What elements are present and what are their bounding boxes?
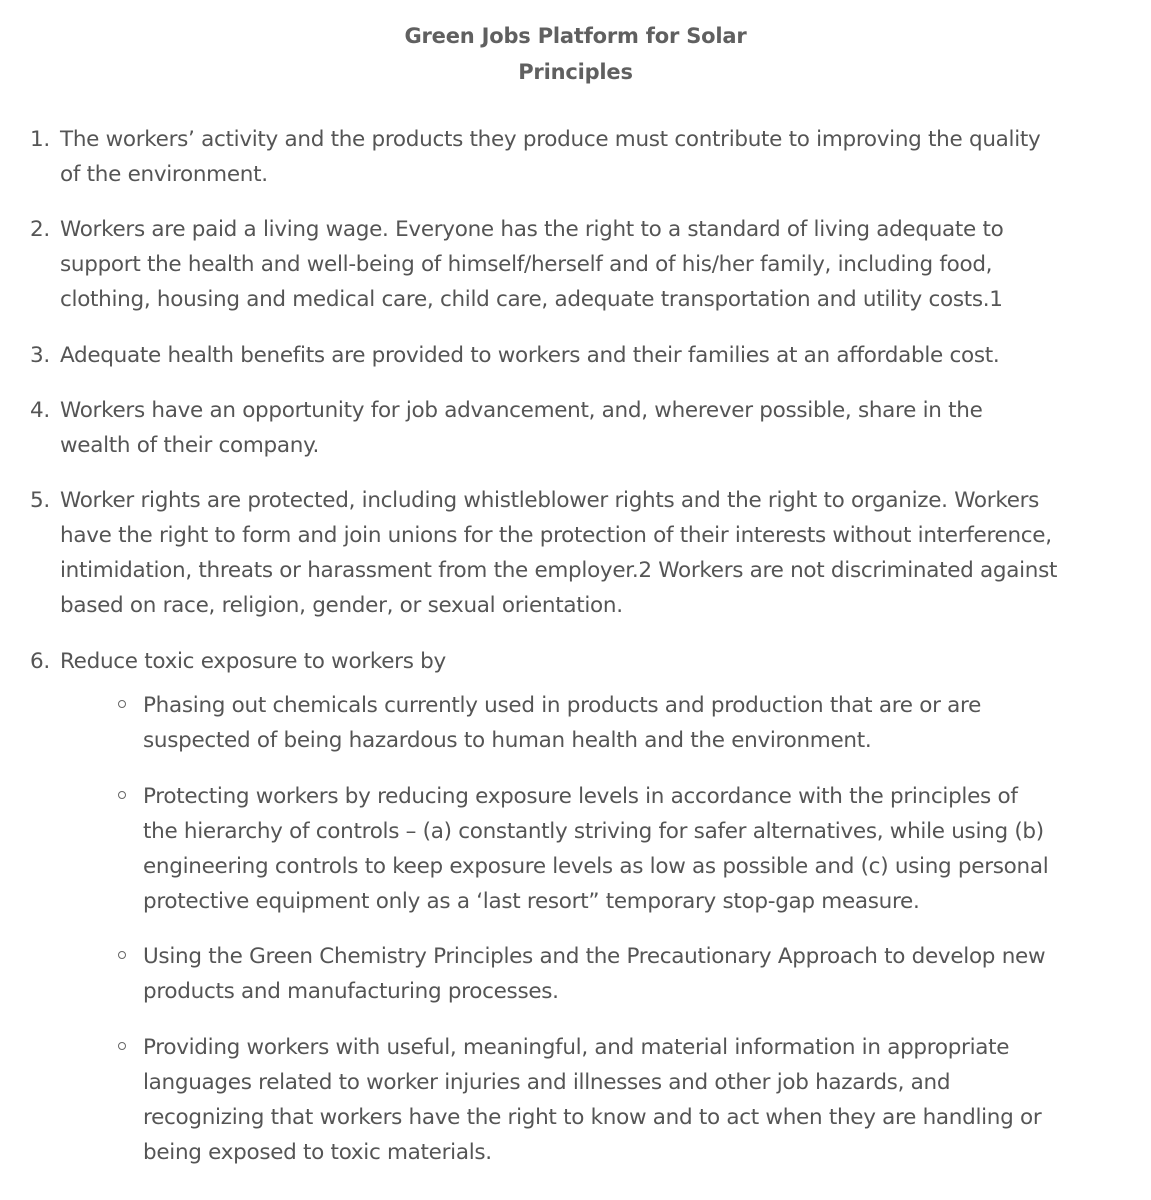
text-line: Phasing out chemicals currently used in products and production that are or are	[143, 693, 982, 718]
subitem-text	[143, 688, 1143, 758]
principle-number: 2.	[30, 217, 50, 242]
principle-text	[60, 212, 1130, 317]
text-line: of the environment.	[60, 162, 268, 187]
subitem-text	[143, 939, 1143, 1009]
text-line: support the health and well-being of himself/herself and of his/her family, including food,	[60, 252, 993, 277]
text-line: recognizing that workers have the right to know and to act when they are handling or	[143, 1105, 1042, 1130]
text-line: Using the Green Chemistry Principles and the Precautionary Approach to develop new	[143, 944, 1046, 969]
text-line: The workers’ activity and the products they produce must contribute to improving the quality	[60, 127, 1041, 152]
hollow-circle-bullet-icon	[118, 791, 126, 799]
text-line: suspected of being hazardous to human health and the environment.	[143, 728, 872, 753]
principle-text	[60, 393, 1130, 463]
text-line: the hierarchy of controls – (a) constantly striving for safer alternatives, while using (b)	[143, 819, 1044, 844]
principle-number: 6.	[30, 649, 50, 674]
text-line: Workers are paid a living wage. Everyone has the right to a standard of living adequate to	[60, 217, 1004, 242]
principle-text	[60, 338, 1130, 373]
text-line: Workers have an opportunity for job advancement, and, wherever possible, share in the	[60, 398, 983, 423]
subitem-text	[143, 779, 1143, 919]
principle-number: 3.	[30, 343, 50, 368]
text-line: Providing workers with useful, meaningful, and material information in appropriate	[143, 1035, 1010, 1060]
principle-number: 5.	[30, 488, 50, 513]
subitem-text	[143, 1030, 1143, 1170]
text-line: languages related to worker injuries and illnesses and other job hazards, and	[143, 1070, 951, 1095]
hollow-circle-bullet-icon	[118, 951, 126, 959]
text-line: intimidation, threats or harassment from the employer.2 Workers are not discriminated against	[60, 558, 1058, 583]
hollow-circle-bullet-icon	[118, 1042, 126, 1050]
text-line: based on race, religion, gender, or sexual orientation.	[60, 593, 623, 618]
text-line: engineering controls to keep exposure levels as low as possible and (c) using personal	[143, 854, 1049, 879]
text-line: products and manufacturing processes.	[143, 979, 559, 1004]
text-line: wealth of their company.	[60, 433, 319, 458]
principle-text	[60, 644, 1130, 679]
text-line: Protecting workers by reducing exposure levels in accordance with the principles of	[143, 784, 1018, 809]
text-line: Worker rights are protected, including whistleblower rights and the right to organize. Workers	[60, 488, 1040, 513]
text-line: being exposed to toxic materials.	[143, 1140, 492, 1165]
title-line-2: Principles	[518, 60, 633, 84]
text-line: Adequate health benefits are provided to workers and their families at an affordable cost.	[60, 343, 1000, 368]
text-line: Reduce toxic exposure to workers by	[60, 649, 446, 674]
text-line: have the right to form and join unions for the protection of their interests without interference,	[60, 523, 1052, 548]
document-title	[0, 18, 1151, 90]
principle-number: 1.	[30, 127, 50, 152]
principle-text	[60, 483, 1130, 623]
hollow-circle-bullet-icon	[118, 700, 126, 708]
title-line-1: Green Jobs Platform for Solar	[404, 24, 747, 48]
principle-number: 4.	[30, 398, 50, 423]
text-line: protective equipment only as a ‘last resort” temporary stop-gap measure.	[143, 889, 920, 914]
principle-text	[60, 122, 1130, 192]
text-line: clothing, housing and medical care, child care, adequate transportation and utility costs.1	[60, 287, 1003, 312]
